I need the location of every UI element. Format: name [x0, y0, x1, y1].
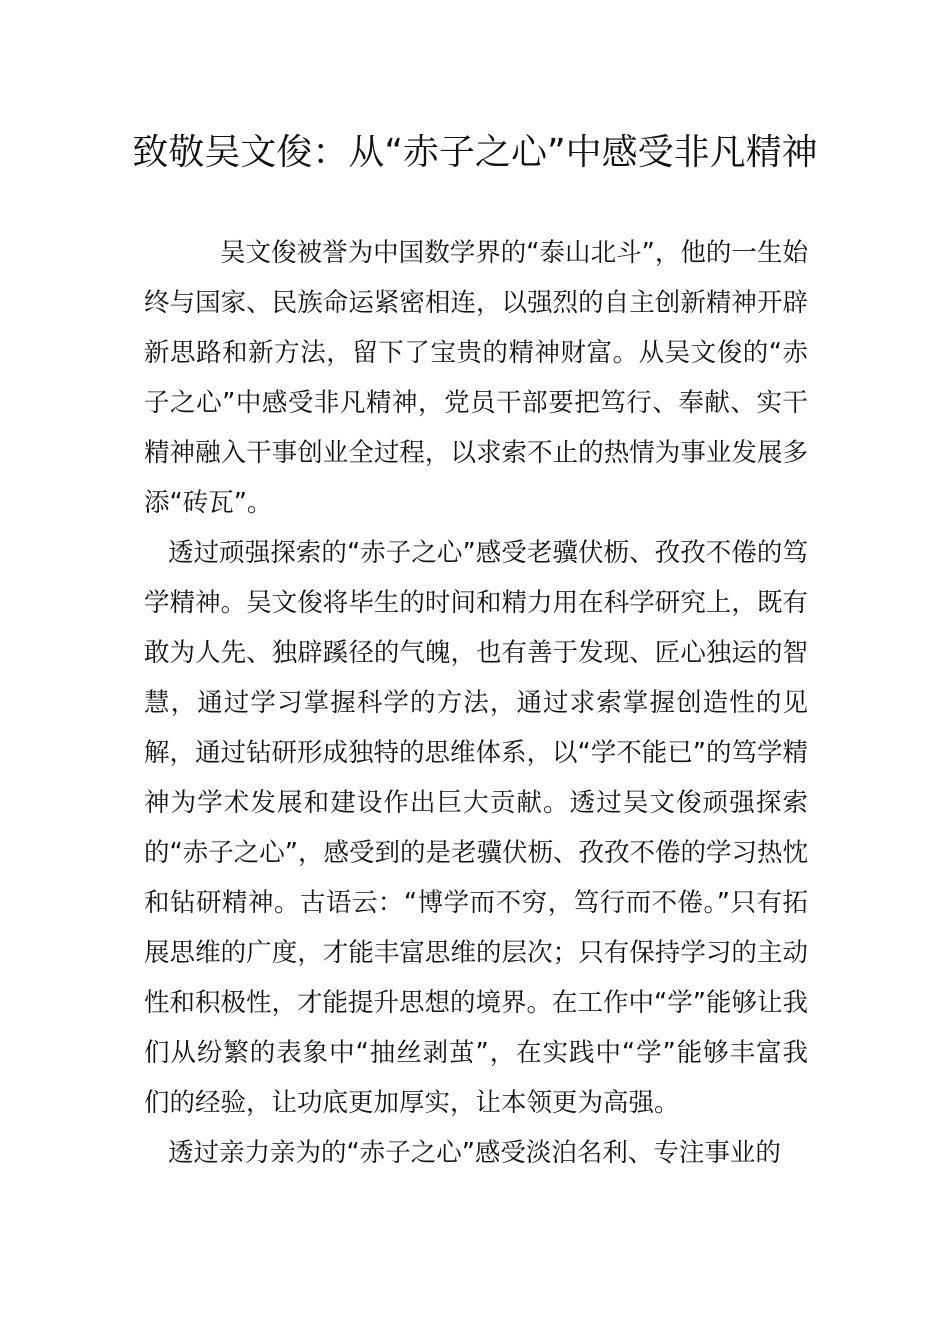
paragraph-dedication-spirit: 透过亲力亲为的“赤子之心”感受淡泊名利、专注事业的: [168, 1138, 781, 1168]
document-title: 致敬吴文俊：从“赤子之心”中感受非凡精神: [132, 132, 818, 173]
document-body: [144, 228, 808, 1178]
paragraph-study-spirit: 透过顽强探索的“赤子之心”感受老骥伏枥、孜孜不倦的笃学精神。吴文俊将毕生的时间和精力用在科学研究上，既有敢为人先、独辟蹊径的气魄，也有善于发现、匠心独运的智慧，通过学习掌握科学的方法，通过求索掌握创造性的见解，通过钻研形成独特的思维体系，以“学不能已”的笃学精神为学术发展和建设作出巨大贡献。透过吴文俊顽强探索的“赤子之心”，感受到的是老骥伏枥、孜孜不倦的学习热忱和钻研精神。古语云：“博学而不穷，笃行而不倦。”只有拓展思维的广度，才能丰富思维的层次；只有保持学习的主动性和积极性，才能提升思想的境界。在工作中“学”能够让我们从纷繁的表象中“抽丝剥茧”，在实践中“学”能够丰富我们的经验，让功底更加厚实，让本领更为高强。: [144, 538, 808, 1118]
paragraph-intro: 吴文俊被誉为中国数学界的“泰山北斗”，他的一生始终与国家、民族命运紧密相连，以强烈的自主创新精神开辟新思路和新方法，留下了宝贵的精神财富。从吴文俊的“赤子之心”中感受非凡精神，党员干部要把笃行、奉献、实干精神融入干事创业全过程，以求索不止的热情为事业发展多添“砖瓦”。: [144, 238, 808, 518]
